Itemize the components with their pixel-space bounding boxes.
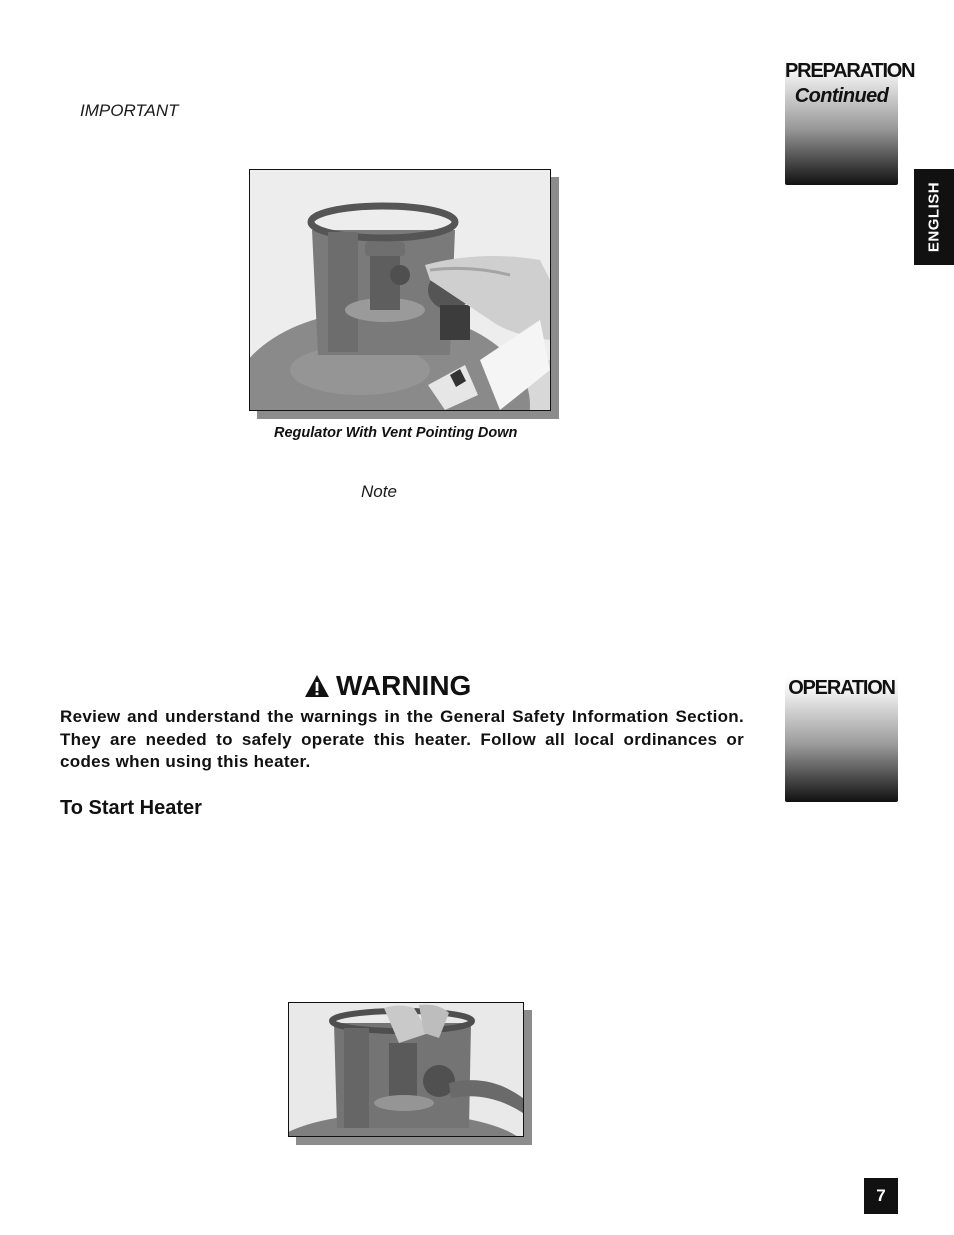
operation-tab-title: OPERATION: [788, 677, 895, 699]
page-number: 7: [864, 1178, 898, 1214]
propane-tank-illustration: [250, 170, 550, 410]
tank-valve-illustration: [289, 1003, 523, 1136]
preparation-section-tab: [785, 58, 915, 185]
preparation-tab-title: PREPARATION: [785, 60, 915, 82]
start-heater-heading: To Start Heater: [60, 797, 202, 819]
language-tab-label: ENGLISH: [925, 181, 943, 253]
regulator-vent-photo: [249, 169, 551, 411]
note-label: Note: [361, 482, 397, 501]
preparation-tab-subtitle: Continued: [794, 85, 889, 107]
warning-body: Review and understand the warnings in the General Safety Information Section. They are needed to safely operate this heater. Follow all local ordinances or codes when using this heater.: [60, 707, 744, 771]
figure1-caption: Regulator With Vent Pointing Down: [274, 425, 518, 441]
warning-triangle-icon: [304, 674, 330, 698]
operation-section-tab: [785, 675, 898, 802]
tank-valve-photo: [288, 1002, 524, 1137]
language-tab: [914, 169, 954, 265]
warning-heading-text: WARNING: [336, 670, 472, 701]
warning-heading: [304, 670, 471, 702]
important-label: IMPORTANT: [80, 101, 179, 120]
